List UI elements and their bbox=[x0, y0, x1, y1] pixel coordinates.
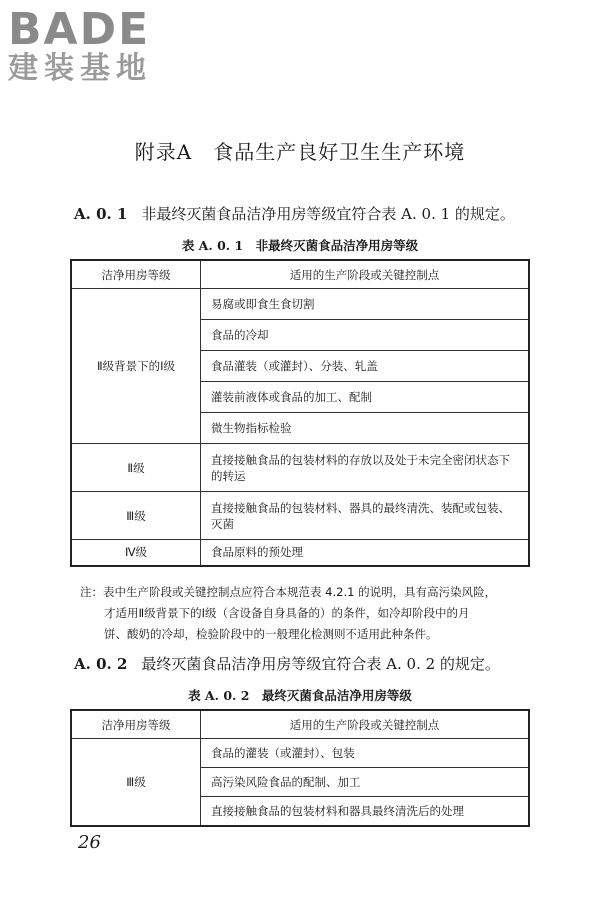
point-cell: 灌装前液体或食品的加工、配制 bbox=[201, 382, 530, 413]
header-level: 洁净用房等级 bbox=[71, 260, 201, 289]
table-a02-caption: 表 A. 0. 2 最终灭菌食品洁净用房等级 bbox=[188, 688, 412, 703]
level-cell: Ⅱ级 bbox=[71, 444, 201, 492]
note-line: 注：表中生产阶段或关键控制点应符合本规范表 4.2.1 的说明，具有高污染风险， bbox=[80, 585, 497, 599]
level-cell: Ⅳ级 bbox=[71, 540, 201, 566]
level-cell: Ⅱ级背景下的Ⅰ级 bbox=[71, 289, 201, 444]
section-number: A. 0. 1 bbox=[74, 205, 128, 223]
point-cell: 食品的灌装（或灌封）、包装 bbox=[201, 739, 530, 768]
section-a01 bbox=[74, 203, 515, 224]
table-row bbox=[71, 739, 529, 768]
section-number: A. 0. 2 bbox=[74, 655, 128, 673]
table-header-row bbox=[71, 710, 529, 739]
table-row bbox=[71, 540, 529, 566]
page-number: 26 bbox=[78, 832, 101, 853]
logo-wordmark: BADE bbox=[8, 4, 151, 55]
point-cell: 高污染风险食品的配制、加工 bbox=[201, 768, 530, 797]
table-row bbox=[71, 444, 529, 492]
point-cell: 直接接触食品的包装材料的存放以及处于未完全密闭状态下的转运 bbox=[201, 444, 530, 492]
section-a02 bbox=[74, 653, 500, 674]
table-a01 bbox=[70, 259, 530, 567]
point-cell: 食品灌装（或灌封）、分装、轧盖 bbox=[201, 351, 530, 382]
point-cell: 微生物指标检验 bbox=[201, 413, 530, 444]
header-level: 洁净用房等级 bbox=[71, 710, 201, 739]
section-text: 非最终灭菌食品洁净用房等级宜符合表 A. 0. 1 的规定。 bbox=[141, 205, 515, 223]
note-line: 才适用Ⅱ级背景下的Ⅰ级（含设备自身具备的）的条件，如冷却阶段中的月 bbox=[104, 606, 470, 620]
header-point: 适用的生产阶段或关键控制点 bbox=[201, 260, 530, 289]
header-point: 适用的生产阶段或关键控制点 bbox=[201, 710, 530, 739]
level-cell: Ⅲ级 bbox=[71, 492, 201, 540]
table-a02 bbox=[70, 709, 530, 827]
note-line: 饼、酸奶的冷却，检验阶段中的一般理化检测则不适用此种条件。 bbox=[104, 627, 438, 641]
bade-logo bbox=[8, 6, 178, 88]
section-text: 最终灭菌食品洁净用房等级宜符合表 A. 0. 2 的规定。 bbox=[141, 655, 500, 673]
table-header-row bbox=[71, 260, 529, 289]
point-cell: 易腐或即食生食切割 bbox=[201, 289, 530, 320]
table-row bbox=[71, 492, 529, 540]
logo-subtitle: 建装基地 bbox=[8, 51, 152, 86]
point-cell: 食品的冷却 bbox=[201, 320, 530, 351]
table-a01-caption: 表 A. 0. 1 非最终灭菌食品洁净用房等级 bbox=[181, 238, 419, 253]
table-note bbox=[80, 582, 532, 645]
point-cell: 直接接触食品的包装材料、器具的最终清洗、装配或包装、灭菌 bbox=[201, 492, 530, 540]
point-cell: 直接接触食品的包装材料和器具最终清洗后的处理 bbox=[201, 797, 530, 826]
point-cell: 食品原料的预处理 bbox=[201, 540, 530, 566]
appendix-title: 附录A 食品生产良好卫生生产环境 bbox=[134, 140, 466, 164]
level-cell: Ⅲ级 bbox=[71, 739, 201, 826]
table-row bbox=[71, 289, 529, 320]
